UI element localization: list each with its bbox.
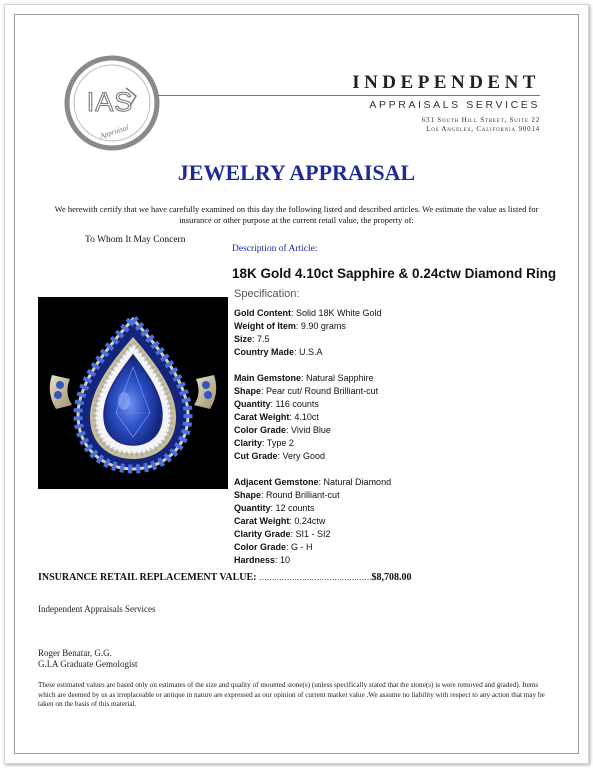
disclaimer-text: These estimated values are based only on estimates of the size and quality of mounted stone(s) (unless specifically stated that the stone(s) is were removed and graded). Items which are deemed by us as irreplaceable or antique in nature are expressed as our opinion of current market value .We assume no liability with respect to any action that may be taken on the basis of this material. bbox=[38, 681, 545, 709]
logo-text: IAS bbox=[86, 87, 134, 117]
insurance-value-label: INSURANCE RETAIL REPLACEMENT VALUE: bbox=[38, 572, 257, 583]
item-title: 18K Gold 4.10ct Sapphire & 0.24ctw Diamond Ring bbox=[232, 266, 557, 281]
header-rule bbox=[158, 95, 540, 96]
ias-logo bbox=[64, 55, 160, 151]
spec-adjacent-gemstone: Adjacent Gemstone: Natural Diamond bbox=[234, 477, 392, 487]
signature-title: G.I.A Graduate Gemologist bbox=[38, 659, 138, 669]
spec-weight: Weight of Item: 9.90 grams bbox=[234, 321, 346, 331]
address-line-2: Los Angeles, California 90014 bbox=[426, 125, 540, 133]
spec-adjacent-quantity: Quantity: 12 counts bbox=[234, 503, 315, 513]
recipient: To Whom It May Concern bbox=[85, 235, 186, 245]
signature-name: Roger Benatar, G.G. bbox=[38, 648, 112, 658]
document-title: JEWELRY APPRAISAL bbox=[177, 160, 416, 185]
spec-adjacent-carat: Carat Weight: 0.24ctw bbox=[234, 516, 326, 526]
ring-photo bbox=[38, 297, 228, 489]
spec-main-carat: Carat Weight: 4.10ct bbox=[234, 412, 319, 422]
spec-gold-content: Gold Content: Solid 18K White Gold bbox=[234, 308, 382, 318]
description-label: Description of Article: bbox=[232, 244, 318, 254]
spec-main-quantity: Quantity: 116 counts bbox=[234, 399, 319, 409]
insurance-value-dots: ……………………………………… bbox=[258, 573, 372, 582]
spec-size: Size: 7.5 bbox=[234, 334, 270, 344]
spec-clarity: Clarity: Type 2 bbox=[234, 438, 294, 448]
spec-adjacent-color: Color Grade: G - H bbox=[234, 542, 313, 552]
spec-main-shape: Shape: Pear cut/ Round Brilliant-cut bbox=[234, 386, 379, 396]
spec-country: Country Made: U.S.A bbox=[234, 347, 323, 357]
company-subtitle: APPRAISALS SERVICES bbox=[369, 99, 540, 111]
spec-main-gemstone: Main Gemstone: Natural Sapphire bbox=[234, 373, 374, 383]
company-name: INDEPENDENT bbox=[352, 72, 540, 93]
insurance-value-line bbox=[38, 572, 411, 583]
address-line-1: 631 South Hill Street, Suite 22 bbox=[421, 116, 540, 124]
spec-color-grade: Color Grade: Vivid Blue bbox=[234, 425, 331, 435]
insurance-value-amount: $8,708.00 bbox=[371, 572, 412, 583]
certification-text: We herewith certify that we have carefully examined on this day the following listed and described articles. We estimate the value as listed for insurance or other purpose at the current retail value, the property of: bbox=[54, 204, 539, 225]
spec-adjacent-shape: Shape: Round Brilliant-cut bbox=[234, 490, 340, 500]
spec-cut-grade: Cut Grade: Very Good bbox=[234, 451, 326, 461]
spec-hardness: Hardness: 10 bbox=[234, 555, 291, 565]
signature-company: Independent Appraisals Services bbox=[38, 604, 156, 614]
spec-adjacent-clarity: Clarity Grade: SI1 - SI2 bbox=[234, 529, 331, 539]
specification-label: Specification: bbox=[234, 288, 300, 300]
logo-caption: Appraisal bbox=[98, 122, 130, 141]
